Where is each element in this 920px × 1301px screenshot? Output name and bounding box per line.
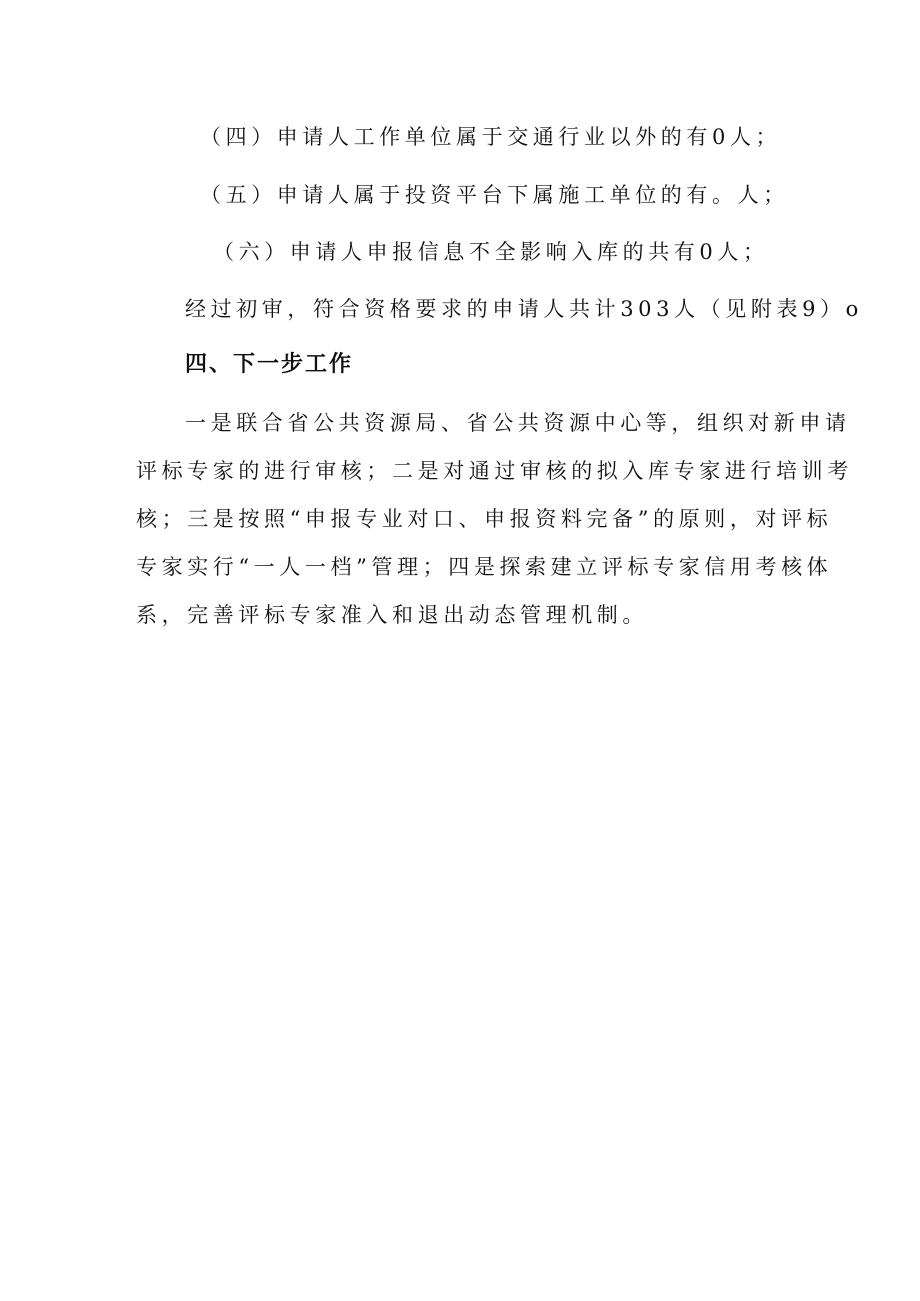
- summary-text: 经过初审，符合资格要求的申请人共计303人（见附表9）o: [185, 297, 863, 321]
- paragraph-line: 评标专家的进行审核；二是对通过审核的拟入库专家进行培训考: [136, 459, 853, 483]
- paragraph-line: 核；三是按照“申报专业对口、申报资料完备”的原则，对评标: [136, 507, 833, 531]
- item-six: （六）申请人申报信息不全影响入库的共有0人；: [213, 240, 769, 264]
- work-plan-paragraph: [136, 404, 853, 644]
- item-four: （四）申请人工作单位属于交通行业以外的有0人；: [200, 125, 782, 149]
- section-heading: 四、下一步工作: [185, 352, 354, 377]
- item-five: （五）申请人属于投资平台下属施工单位的有。人；: [200, 183, 789, 207]
- paragraph-line: 一是联合省公共资源局、省公共资源中心等，组织对新申请: [185, 411, 851, 435]
- paragraph-line: 专家实行“一人一档”管理；四是探索建立评标专家信用考核体: [136, 555, 833, 579]
- paragraph-line: 系，完善评标专家准入和退出动态管理机制。: [136, 603, 648, 627]
